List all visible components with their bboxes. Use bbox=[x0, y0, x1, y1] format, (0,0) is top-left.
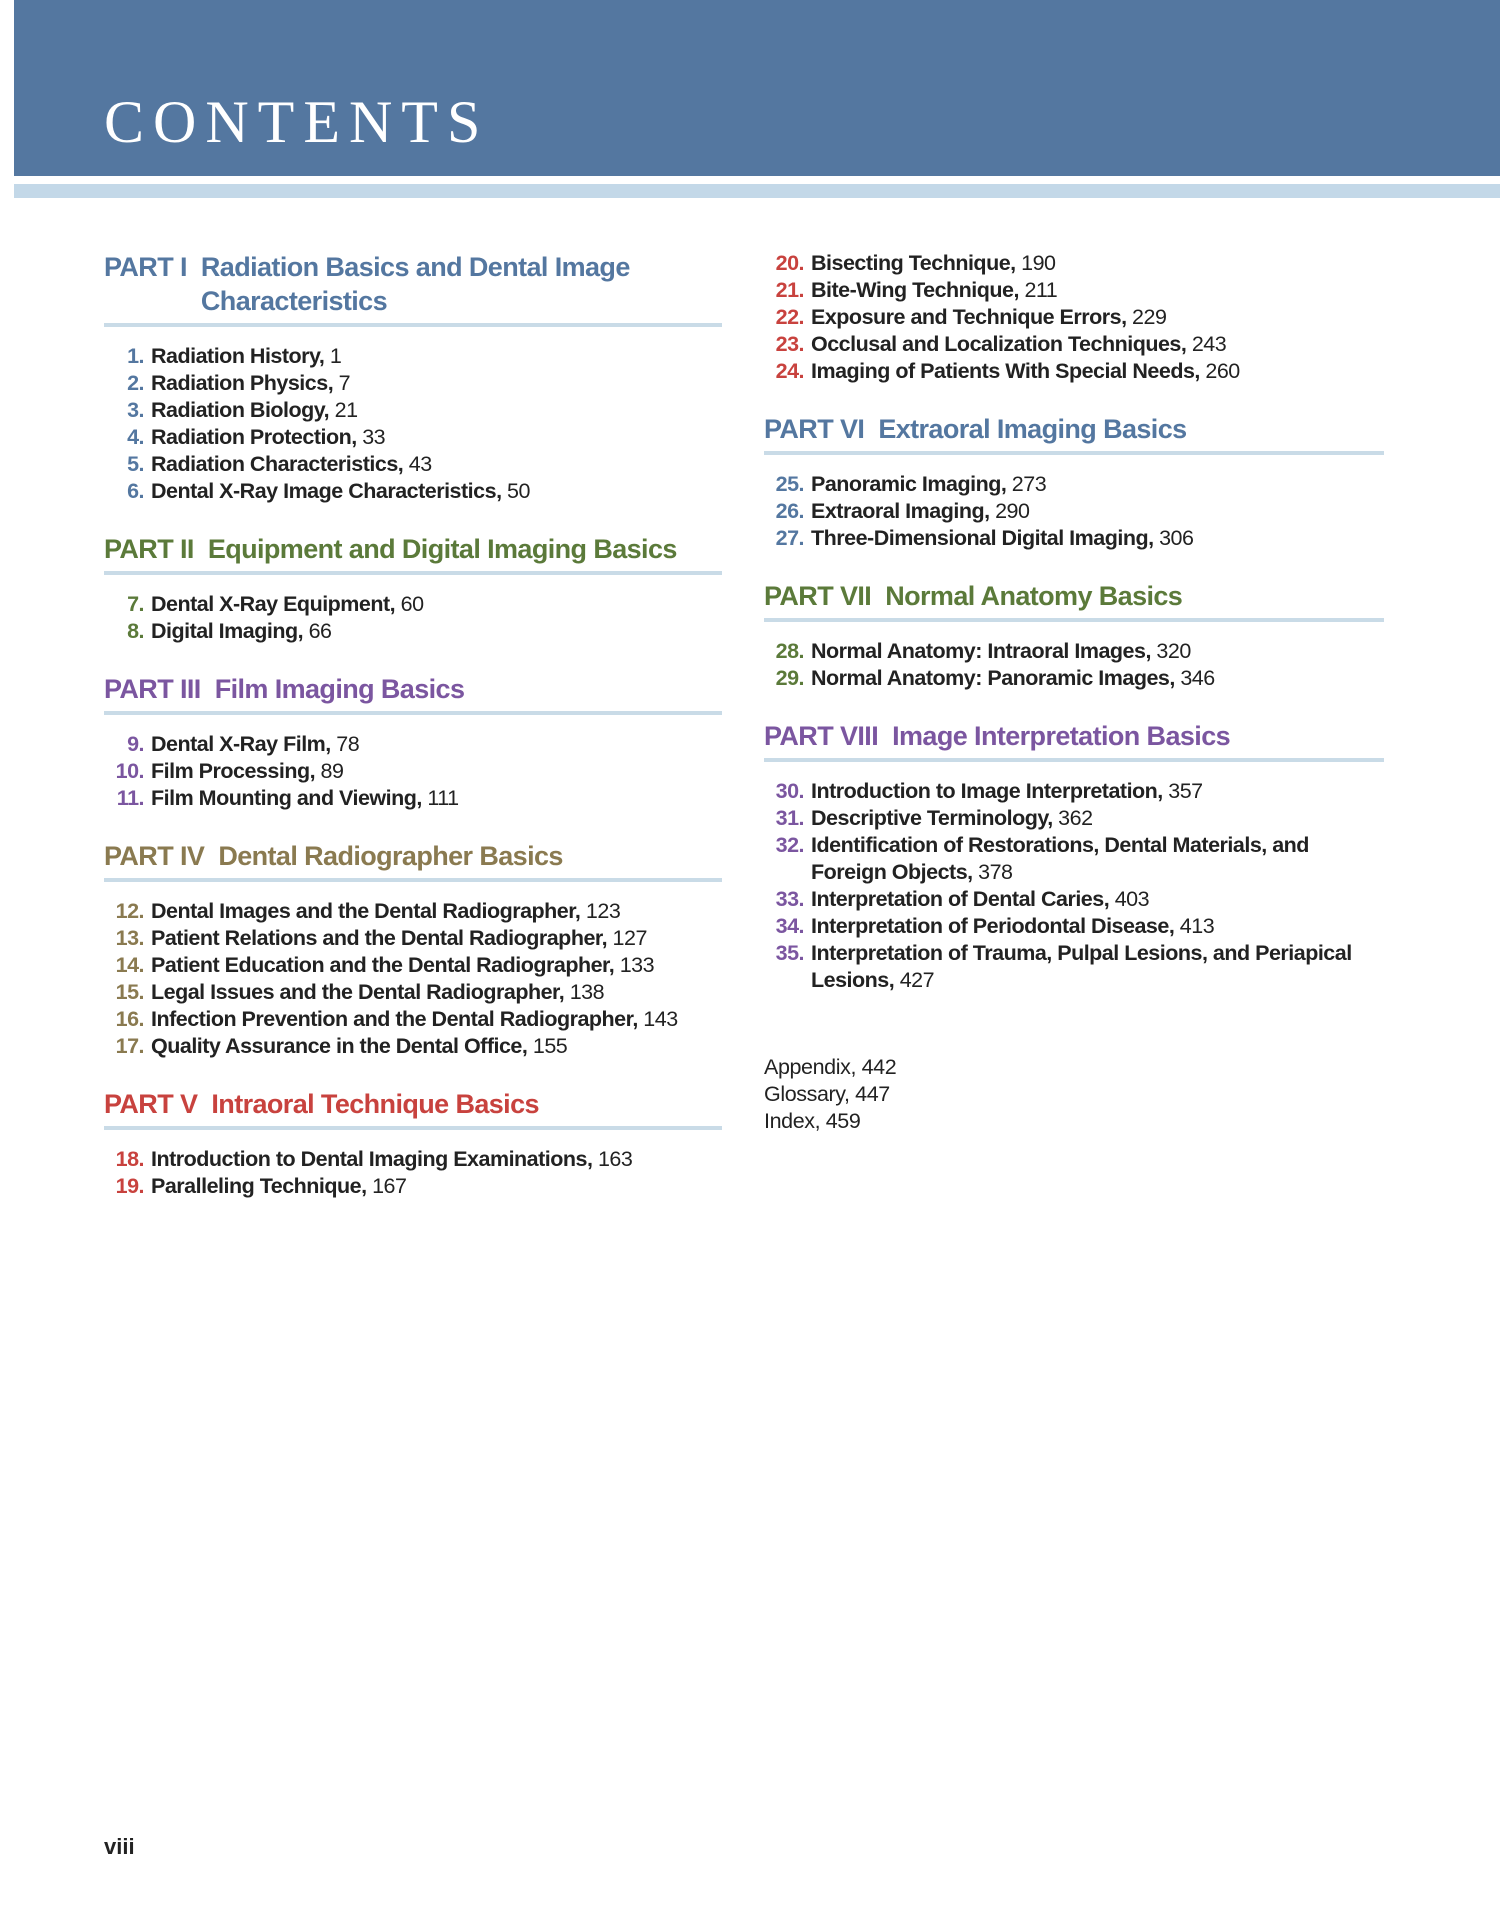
chapter-title: Identification of Restorations, Dental Materials, and Foreign Objects, bbox=[811, 833, 1309, 884]
part-label: PART VI bbox=[764, 414, 865, 444]
chapter-entry[interactable] bbox=[104, 618, 722, 645]
chapter-number: 21. bbox=[775, 278, 804, 302]
part-heading bbox=[104, 672, 722, 715]
part-heading bbox=[764, 579, 1384, 622]
page-number: 50 bbox=[507, 479, 530, 503]
chapter-title: Digital Imaging, bbox=[151, 619, 304, 643]
back-matter-entry[interactable]: Glossary, 447 bbox=[764, 1082, 890, 1106]
page-number: 306 bbox=[1159, 526, 1194, 550]
chapter-title: Panoramic Imaging, bbox=[811, 472, 1007, 496]
chapter-number: 32. bbox=[775, 833, 804, 857]
chapter-number: 5. bbox=[127, 452, 144, 476]
chapter-title: Film Mounting and Viewing, bbox=[151, 786, 422, 810]
chapter-title: Bite-Wing Technique, bbox=[811, 278, 1019, 302]
chapter-number: 16. bbox=[115, 1007, 144, 1031]
page-number: 290 bbox=[995, 499, 1030, 523]
chapter-entry[interactable] bbox=[764, 778, 1384, 805]
chapter-entry[interactable] bbox=[104, 979, 722, 1006]
chapter-entry[interactable] bbox=[104, 478, 722, 505]
part-title: Radiation Basics and Dental Image Characteristics bbox=[200, 252, 630, 316]
part-title: Extraoral Imaging Basics bbox=[878, 414, 1187, 444]
chapter-title: Interpretation of Dental Caries, bbox=[811, 887, 1110, 911]
part-section bbox=[104, 250, 722, 505]
chapter-title: Film Processing, bbox=[151, 759, 316, 783]
chapter-entry[interactable] bbox=[104, 925, 722, 952]
part-section bbox=[104, 1087, 722, 1200]
chapter-entry[interactable] bbox=[764, 331, 1384, 358]
part-heading bbox=[104, 250, 722, 327]
chapter-number: 12. bbox=[115, 899, 144, 923]
chapter-title: Dental X-Ray Film, bbox=[151, 732, 331, 756]
part-section bbox=[764, 579, 1384, 692]
chapter-number: 10. bbox=[115, 759, 144, 783]
page-number: 403 bbox=[1114, 887, 1150, 911]
chapter-number: 35. bbox=[775, 941, 804, 965]
part-section bbox=[104, 532, 722, 645]
chapter-number: 9. bbox=[127, 732, 144, 756]
chapter-title: Radiation Protection, bbox=[151, 425, 357, 449]
chapter-number: 7. bbox=[127, 592, 144, 616]
page-number: 21 bbox=[334, 398, 358, 422]
chapter-number: 2. bbox=[127, 371, 144, 395]
part-section bbox=[764, 719, 1384, 994]
page-number: 260 bbox=[1205, 359, 1240, 383]
part-heading bbox=[764, 412, 1384, 455]
page-number: 33 bbox=[362, 425, 386, 449]
chapter-number: 19. bbox=[115, 1174, 144, 1198]
part-heading bbox=[104, 839, 722, 882]
chapter-entry[interactable] bbox=[764, 665, 1384, 692]
chapter-entry[interactable] bbox=[104, 424, 722, 451]
part-section bbox=[764, 412, 1384, 552]
chapter-entry[interactable] bbox=[104, 898, 722, 925]
chapter-title: Imaging of Patients With Special Needs, bbox=[811, 359, 1200, 383]
chapter-title: Normal Anatomy: Intraoral Images, bbox=[811, 639, 1151, 663]
chapter-title: Quality Assurance in the Dental Office, bbox=[151, 1034, 528, 1058]
chapter-entry[interactable] bbox=[764, 250, 1384, 277]
chapter-number: 29. bbox=[775, 666, 804, 690]
chapter-title: Descriptive Terminology, bbox=[811, 806, 1053, 830]
chapter-title: Introduction to Image Interpretation, bbox=[811, 779, 1163, 803]
chapter-number: 31. bbox=[775, 806, 804, 830]
part-title: Film Imaging Basics bbox=[214, 674, 465, 704]
chapter-title: Bisecting Technique, bbox=[811, 251, 1016, 275]
page-number: 60 bbox=[400, 592, 424, 616]
left-column bbox=[104, 250, 722, 1227]
chapter-entry[interactable] bbox=[764, 358, 1384, 385]
chapter-number: 4. bbox=[127, 425, 144, 449]
page-number: 378 bbox=[978, 860, 1013, 884]
chapter-number: 34. bbox=[775, 914, 804, 938]
part-title: Image Interpretation Basics bbox=[892, 721, 1231, 751]
chapter-number: 27. bbox=[775, 526, 804, 550]
chapter-title: Radiation History, bbox=[151, 344, 325, 368]
chapter-entry[interactable] bbox=[764, 913, 1384, 940]
page-number: 243 bbox=[1191, 332, 1227, 356]
page-title: CONTENTS bbox=[104, 89, 490, 155]
part-title: Intraoral Technique Basics bbox=[211, 1089, 539, 1119]
page-folio: viii bbox=[104, 1834, 135, 1859]
chapter-number: 33. bbox=[775, 887, 804, 911]
chapter-entry[interactable] bbox=[764, 940, 1384, 994]
chapter-number: 15. bbox=[115, 980, 144, 1004]
chapter-title: Dental X-Ray Image Characteristics, bbox=[151, 479, 502, 503]
chapter-title: Interpretation of Periodontal Disease, bbox=[811, 914, 1175, 938]
chapter-number: 17. bbox=[115, 1034, 144, 1058]
chapter-number: 25. bbox=[775, 472, 804, 496]
page-number: 143 bbox=[643, 1007, 678, 1031]
page-number: 273 bbox=[1011, 472, 1047, 496]
chapter-entry[interactable] bbox=[764, 805, 1384, 832]
chapter-entry[interactable] bbox=[104, 758, 722, 785]
chapter-entry[interactable] bbox=[104, 591, 722, 618]
page-number: 346 bbox=[1180, 666, 1215, 690]
chapter-number: 3. bbox=[127, 398, 144, 422]
chapter-title: Radiation Biology, bbox=[151, 398, 330, 422]
page-number: 7 bbox=[338, 371, 351, 395]
header-stripe bbox=[14, 184, 1500, 198]
page-number: 155 bbox=[532, 1034, 568, 1058]
right-column bbox=[764, 250, 1384, 1135]
chapter-title: Patient Education and the Dental Radiographer, bbox=[151, 953, 615, 977]
chapter-title: Introduction to Dental Imaging Examinations, bbox=[151, 1147, 593, 1171]
chapter-entry[interactable] bbox=[104, 451, 722, 478]
chapter-title: Interpretation of Trauma, Pulpal Lesions, and Periapical Lesions, bbox=[811, 941, 1352, 992]
part-label: PART I bbox=[104, 252, 187, 282]
chapter-number: 26. bbox=[775, 499, 804, 523]
page-number: 229 bbox=[1132, 305, 1167, 329]
chapter-number: 23. bbox=[775, 332, 804, 356]
part-section bbox=[104, 672, 722, 812]
part-label: PART II bbox=[104, 534, 194, 564]
chapter-number: 24. bbox=[775, 359, 804, 383]
chapter-entry[interactable] bbox=[104, 370, 722, 397]
page-number: 43 bbox=[408, 452, 432, 476]
back-matter-entry[interactable]: Appendix, 442 bbox=[764, 1055, 897, 1079]
part-label: PART VII bbox=[764, 581, 872, 611]
chapter-title: Infection Prevention and the Dental Radiographer, bbox=[151, 1007, 638, 1031]
chapter-number: 20. bbox=[775, 251, 804, 275]
page-number: 138 bbox=[569, 980, 605, 1004]
chapter-number: 13. bbox=[115, 926, 144, 950]
part-heading bbox=[764, 719, 1384, 762]
part-label: PART V bbox=[104, 1089, 198, 1119]
chapter-number: 1. bbox=[127, 344, 144, 368]
chapter-title: Normal Anatomy: Panoramic Images, bbox=[811, 666, 1175, 690]
page-number: 190 bbox=[1021, 251, 1056, 275]
chapter-number: 22. bbox=[775, 305, 804, 329]
part-heading bbox=[104, 532, 722, 575]
chapter-entry[interactable] bbox=[764, 638, 1384, 665]
page-number: 211 bbox=[1024, 278, 1058, 302]
part-title: Equipment and Digital Imaging Basics bbox=[207, 534, 677, 564]
chapter-title: Patient Relations and the Dental Radiographer, bbox=[151, 926, 608, 950]
page-number: 89 bbox=[320, 759, 344, 783]
chapter-entry[interactable] bbox=[104, 1033, 722, 1060]
page-number: 362 bbox=[1058, 806, 1093, 830]
chapter-entry[interactable] bbox=[764, 277, 1384, 304]
chapter-number: 8. bbox=[127, 619, 144, 643]
chapter-title: Radiation Physics, bbox=[151, 371, 334, 395]
page-number: 163 bbox=[597, 1147, 633, 1171]
page-number: 111 bbox=[427, 786, 459, 810]
chapter-entry[interactable] bbox=[764, 304, 1384, 331]
chapter-title: Occlusal and Localization Techniques, bbox=[811, 332, 1187, 356]
page-number: 413 bbox=[1179, 914, 1215, 938]
chapter-entry[interactable] bbox=[764, 498, 1384, 525]
chapter-entry[interactable] bbox=[764, 525, 1384, 552]
chapter-entry[interactable] bbox=[104, 785, 722, 812]
chapter-title: Legal Issues and the Dental Radiographer, bbox=[151, 980, 565, 1004]
continued-chapter-list bbox=[764, 250, 1384, 385]
chapter-entry[interactable] bbox=[104, 343, 722, 370]
chapter-title: Radiation Characteristics, bbox=[151, 452, 404, 476]
chapter-title: Dental Images and the Dental Radiographer, bbox=[151, 899, 581, 923]
chapter-number: 14. bbox=[115, 953, 144, 977]
page-number: 66 bbox=[308, 619, 332, 643]
chapter-entry[interactable] bbox=[104, 1173, 722, 1200]
chapter-entry[interactable] bbox=[764, 832, 1384, 886]
chapter-title: Three-Dimensional Digital Imaging, bbox=[811, 526, 1154, 550]
chapter-entry[interactable] bbox=[104, 397, 722, 424]
chapter-title: Exposure and Technique Errors, bbox=[811, 305, 1127, 329]
chapter-entry[interactable] bbox=[104, 1146, 722, 1173]
back-matter-entry[interactable]: Index, 459 bbox=[764, 1109, 861, 1133]
page-number: 427 bbox=[899, 968, 935, 992]
page-number: 78 bbox=[336, 732, 360, 756]
chapter-title: Dental X-Ray Equipment, bbox=[151, 592, 396, 616]
chapter-number: 11. bbox=[116, 786, 144, 810]
page-number: 167 bbox=[372, 1174, 407, 1198]
chapter-entry[interactable] bbox=[764, 471, 1384, 498]
page-number: 357 bbox=[1168, 779, 1203, 803]
chapter-title: Paralleling Technique, bbox=[151, 1174, 367, 1198]
part-title: Dental Radiographer Basics bbox=[218, 841, 563, 871]
chapter-entry[interactable] bbox=[104, 952, 722, 979]
part-label: PART VIII bbox=[764, 721, 879, 751]
chapter-entry[interactable] bbox=[764, 886, 1384, 913]
page-number: 1 bbox=[329, 344, 342, 368]
chapter-number: 6. bbox=[127, 479, 144, 503]
part-heading bbox=[104, 1087, 722, 1130]
part-label: PART III bbox=[104, 674, 201, 704]
part-title: Normal Anatomy Basics bbox=[885, 581, 1183, 611]
chapter-number: 28. bbox=[775, 639, 804, 663]
page-number: 133 bbox=[619, 953, 655, 977]
page-number: 127 bbox=[612, 926, 647, 950]
part-label: PART IV bbox=[104, 841, 205, 871]
chapter-entry[interactable] bbox=[104, 731, 722, 758]
chapter-number: 18. bbox=[115, 1147, 144, 1171]
chapter-number: 30. bbox=[775, 779, 804, 803]
page-number: 123 bbox=[585, 899, 621, 923]
chapter-title: Extraoral Imaging, bbox=[811, 499, 990, 523]
part-section bbox=[104, 839, 722, 1060]
page-number: 320 bbox=[1156, 639, 1191, 663]
back-matter bbox=[764, 1054, 1384, 1135]
chapter-entry[interactable] bbox=[104, 1006, 722, 1033]
